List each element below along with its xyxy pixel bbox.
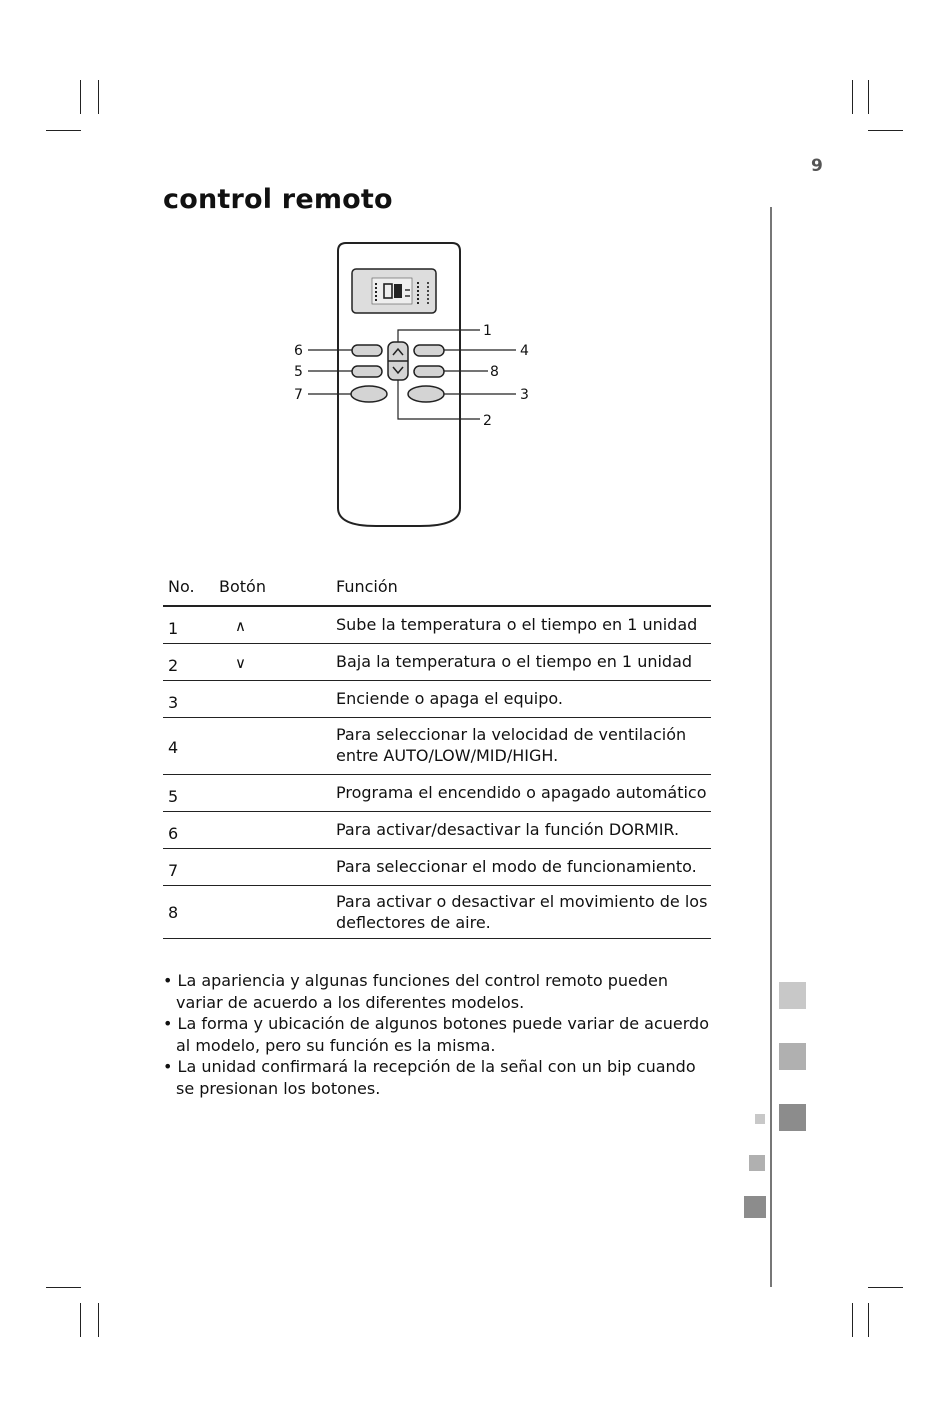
- button-5: [352, 366, 382, 377]
- button-3: [408, 386, 444, 402]
- button-function-table: [163, 575, 711, 939]
- square-light: [779, 982, 806, 1009]
- square-small-dark: [744, 1196, 766, 1218]
- table-row: 2 ∨ Baja la temperatura o el tiempo en 1 unidad: [163, 644, 711, 681]
- table-row: 4 Para seleccionar la velocidad de ventilación entre AUTO/LOW/MID/HIGH.: [163, 718, 711, 775]
- table-row: 3 Enciende o apaga el equipo.: [163, 681, 711, 718]
- page-number: 9: [811, 156, 823, 176]
- callout-7: 7: [294, 387, 303, 403]
- list-item: • La apariencia y algunas funciones del control remoto pueden variar de acuerdo a los diferentes modelos.: [163, 970, 715, 1013]
- arrow-down-icon: ∨: [235, 654, 246, 672]
- table-row: 7 Para seleccionar el modo de funcionamiento.: [163, 849, 711, 886]
- notes-list: [163, 970, 715, 1099]
- list-item: • La forma y ubicación de algunos botones puede variar de acuerdo al modelo, pero su función es la misma.: [163, 1013, 715, 1056]
- callout-5: 5: [294, 364, 303, 380]
- header-no: No.: [168, 577, 195, 596]
- callout-6: 6: [294, 343, 303, 359]
- table-row: 8 Para activar o desactivar el movimiento de los deflectores de aire.: [163, 886, 711, 939]
- square-small-mid: [749, 1155, 765, 1171]
- arrow-up-icon: ∧: [235, 617, 246, 635]
- header-button: Botón: [219, 577, 266, 596]
- callout-3: 3: [520, 387, 529, 403]
- button-6: [352, 345, 382, 356]
- table-row: 1 ∧ Sube la temperatura o el tiempo en 1 unidad: [163, 607, 711, 644]
- callout-8: 8: [490, 364, 499, 380]
- callout-2: 2: [483, 413, 492, 429]
- square-mid: [779, 1043, 806, 1070]
- button-8: [414, 366, 444, 377]
- lcd-display: [352, 269, 436, 313]
- page-title: control remoto: [163, 184, 393, 215]
- table-header: [163, 575, 711, 607]
- table-row: 6 Para activar/desactivar la función DORMIR.: [163, 812, 711, 849]
- header-function: Función: [336, 577, 398, 596]
- button-7: [351, 386, 387, 402]
- table-row: 5 Programa el encendido o apagado automático: [163, 775, 711, 812]
- callout-1: 1: [483, 323, 492, 339]
- callout-labels: [294, 323, 529, 429]
- list-item: • La unidad confirmará la recepción de la señal con un bip cuando se presionan los botones.: [163, 1056, 715, 1099]
- square-small-light: [755, 1114, 765, 1124]
- callout-4: 4: [520, 343, 529, 359]
- button-4: [414, 345, 444, 356]
- leader-lines: [308, 330, 516, 419]
- remote-control-diagram: [280, 236, 550, 536]
- square-dark: [779, 1104, 806, 1131]
- vertical-rule: [770, 207, 772, 1287]
